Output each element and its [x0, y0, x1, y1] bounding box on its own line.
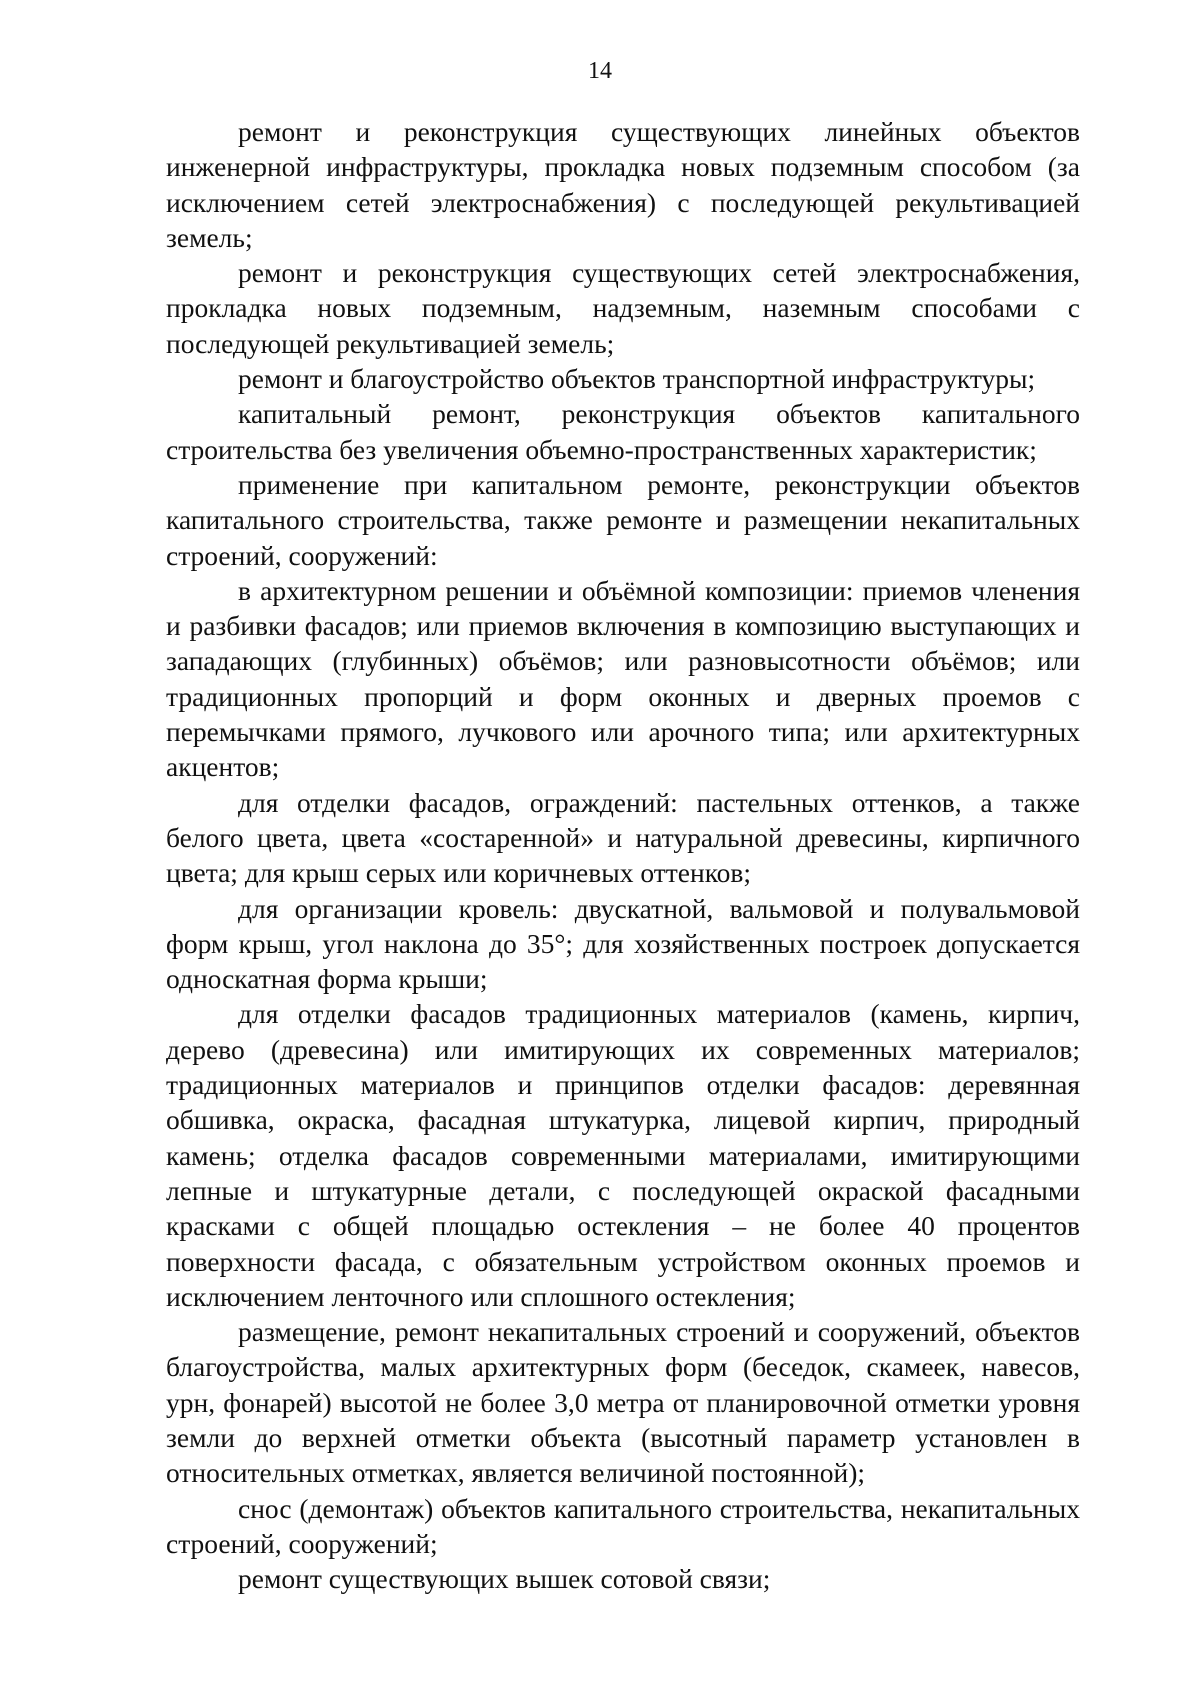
document-body — [166, 114, 1080, 1596]
paragraph-capital-repair: капитальный ремонт, реконструкция объектов капитального строительства без увеличения объемно-пространственных характеристик; — [166, 398, 1080, 465]
paragraph-power-networks: ремонт и реконструкция существующих сетей электроснабжения, прокладка новых подземным, надземным, наземным способами с последующей рекультивацией земель; — [166, 257, 1080, 359]
paragraph-linear-infrastructure: ремонт и реконструкция существующих линейных объектов инженерной инфраструктуры, прокладка новых подземным способом (за исключением сетей электроснабжения) с последующей рекультивацией земель; — [166, 116, 1080, 253]
paragraph-cell-towers: ремонт существующих вышек сотовой связи; — [238, 1563, 771, 1595]
paragraph-transport-infrastructure: ремонт и благоустройство объектов транспортной инфраструктуры; — [238, 363, 1036, 395]
paragraph-temporary-structures: размещение, ремонт некапитальных строений и сооружений, объектов благоустройства, малых архитектурных форм (беседок, скамеек, навесов, урн, фонарей) высотой не более 3,0 метра от планировочной отметки уровня земли до верхней отметки объекта (высотный параметр установлен в относительных отметках, является величиной постоянной); — [166, 1316, 1080, 1489]
paragraph-architectural-solution: в архитектурном решении и объёмной композиции: приемов членения и разбивки фасадов; или приемов включения в композицию выступающих и западающих (глубинных) объёмов; или разновысотности объёмов; или традиционных пропорций и форм оконных и дверных проемов с перемычками прямого, лучкового или арочного типа; или архитектурных акцентов; — [166, 574, 1080, 783]
paragraph-roofing: для организации кровель: двускатной, вальмовой и полувальмовой форм крыш, угол наклона до 35°; для хозяйственных построек допускается односкатная форма крыши; — [166, 892, 1080, 995]
paragraph-facade-materials: для отделки фасадов традиционных материалов (камень, кирпич, дерево (древесина) или имитирующих их современных материалов; традиционных материалов и принципов отделки фасадов: деревянная обшивка, окраска, фасадная штукатурка, лицевой кирпич, природный камень; отделка фасадов современными материалами, имитирующими лепные и штукатурные детали, с последующей окраской фасадными красками с общей площадью остекления – не более 40 процентов поверхности фасада, с обязательным устройством оконных проемов и исключением ленточного или сплошного остекления; — [166, 998, 1080, 1312]
page-number: 14 — [588, 58, 612, 84]
paragraph-facade-colors: для отделки фасадов, ограждений: пастельных оттенков, а также белого цвета, цвета «состаренной» и натуральной древесины, кирпичного цвета; для крыш серых или коричневых оттенков; — [166, 786, 1080, 889]
paragraph-demolition: снос (демонтаж) объектов капитального строительства, некапитальных строений, сооружений; — [166, 1492, 1080, 1559]
paragraph-application: применение при капитальном ремонте, реконструкции объектов капитального строительства, также ремонте и размещении некапитальных строений, сооружений: — [166, 468, 1080, 571]
